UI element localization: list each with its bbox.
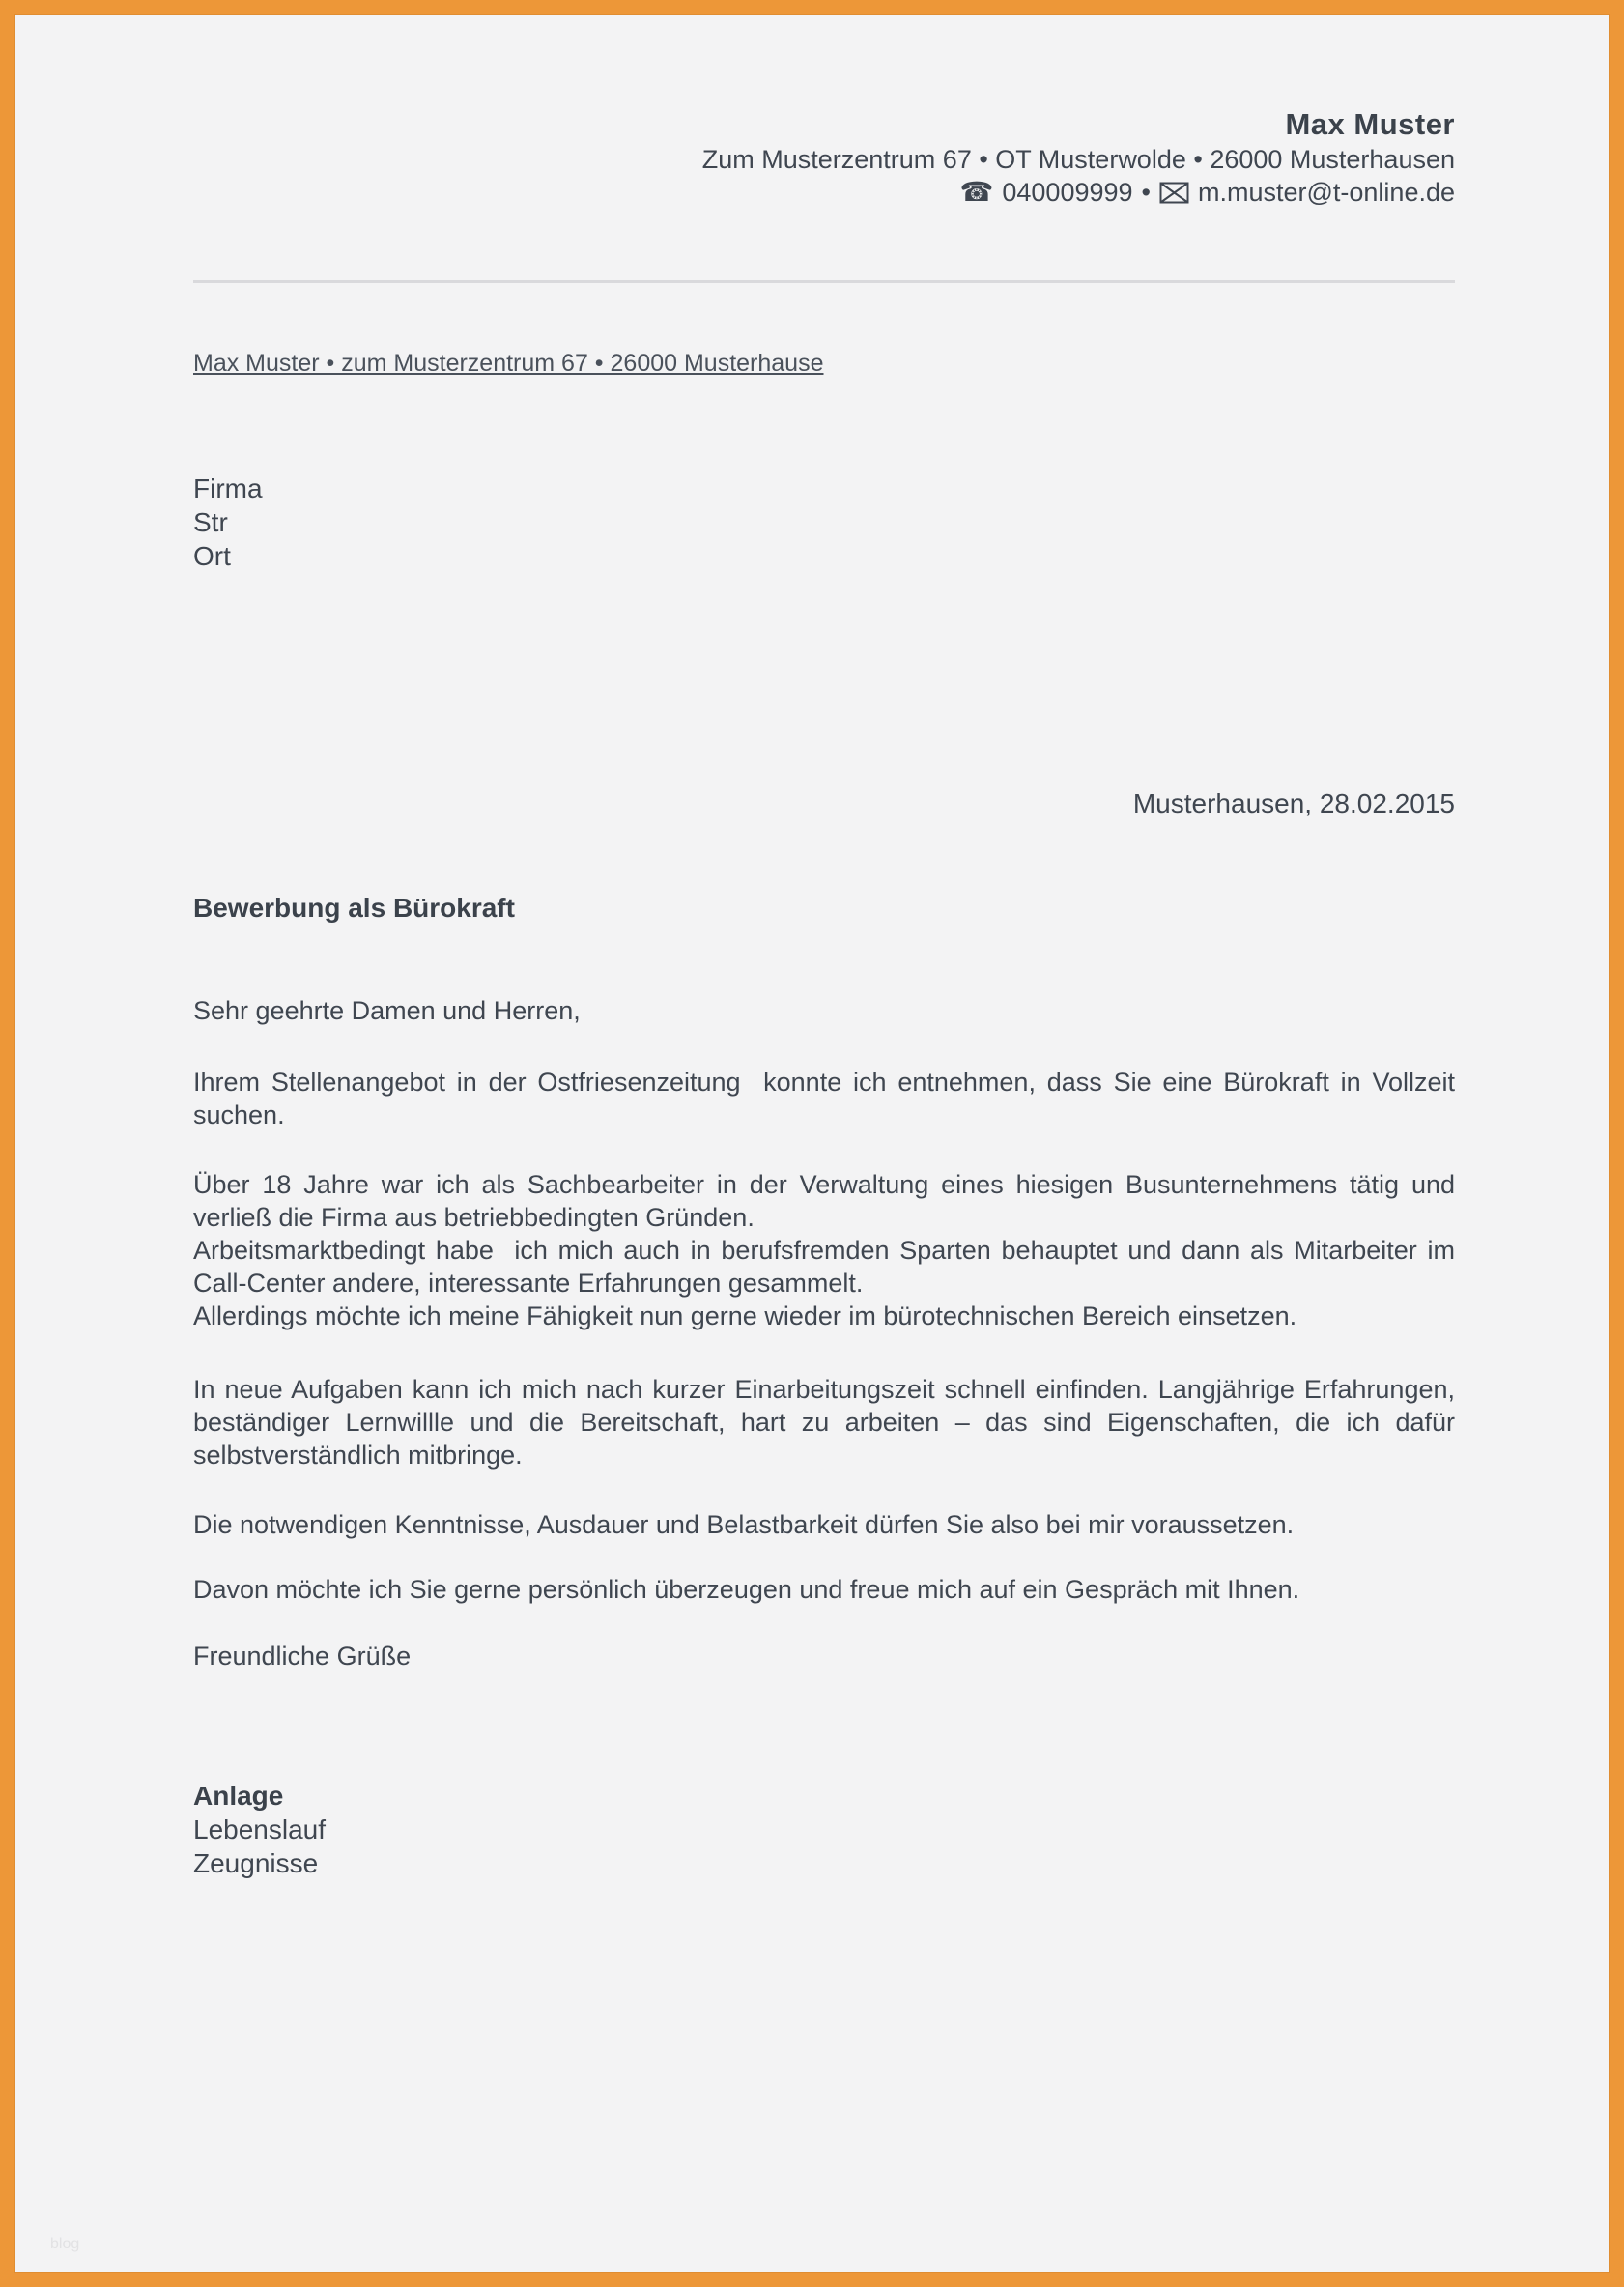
paragraph-line: Davon möchte ich Sie gerne persönlich überzeugen und freue mich auf ein Gespräch mit Ihnen. (193, 1575, 1300, 1604)
letter-content (14, 14, 1610, 1880)
paragraph-line: In neue Aufgaben kann ich mich nach kurzer Einarbeitungszeit schnell einfinden. Langjährige Erfahrungen, beständiger Lernwillle und die Bereitschaft, hart zu arbeiten – das sind Eigenschaften, die ich dafür selbstverständlich mitbringe. (193, 1375, 1463, 1470)
recipient-company: Firma (193, 473, 263, 503)
paragraph-line: Ihrem Stellenangebot in der Ostfriesenzeitung konnte ich entnehmen, dass Sie eine Bürokraft in Vollzeit suchen. (193, 1068, 1463, 1129)
enclosure-title: Anlage (193, 1781, 284, 1811)
paragraph-line: Über 18 Jahre war ich als Sachbearbeiter in der Verwaltung eines hiesigen Busunternehmens tätig und verließ die Firma aus betriebbedingten Gründen. (193, 1170, 1463, 1232)
envelope-icon (1159, 182, 1189, 204)
watermark: blog (50, 2236, 80, 2252)
body-paragraph (193, 1168, 1463, 1332)
email-address: m.muster@t-online.de (1197, 178, 1455, 207)
sender-contact-line (193, 176, 1455, 209)
subject-line: Bewerbung als Bürokraft (193, 893, 515, 923)
sender-name: Max Muster (1285, 107, 1455, 141)
sender-address-line: Zum Musterzentrum 67 • OT Musterwolde • 26000 Musterhausen (701, 145, 1455, 174)
body-paragraph (193, 1066, 1463, 1131)
body-paragraph (193, 1573, 1455, 1606)
phone-number: 040009999 (1002, 178, 1133, 207)
return-address-line: Max Muster • zum Musterzentrum 67 • 26000 Musterhause (193, 350, 824, 377)
body-paragraph (193, 1508, 1455, 1541)
recipient-street: Str (193, 507, 228, 537)
paragraph-line: Allerdings möchte ich meine Fähigkeit nun gerne wieder im bürotechnischen Bereich einsetzen. (193, 1301, 1297, 1330)
enclosure-item: Lebenslauf (193, 1815, 327, 1844)
paragraph-line: Die notwendigen Kenntnisse, Ausdauer und Belastbarkeit dürfen Sie also bei mir voraussetzen. (193, 1510, 1295, 1539)
recipient-address-block (193, 472, 1455, 573)
recipient-city: Ort (193, 541, 231, 571)
enclosure-item: Zeugnisse (193, 1848, 319, 1878)
enclosure-block (193, 1779, 1455, 1880)
telephone-icon: ☎ (959, 177, 994, 207)
bullet-separator: • (1141, 178, 1151, 207)
letterhead (193, 106, 1455, 209)
date-line: Musterhausen, 28.02.2015 (1132, 788, 1455, 818)
body-paragraph (193, 1373, 1463, 1472)
salutation: Sehr geehrte Damen und Herren, (193, 996, 581, 1025)
paragraph-line: Arbeitsmarktbedingt habe ich mich auch in berufsfremden Sparten behauptet und dann als Mitarbeiter im Call-Center andere, interessante Erfahrungen gesammelt. (193, 1236, 1463, 1298)
closing-phrase: Freundliche Grüße (193, 1642, 412, 1671)
